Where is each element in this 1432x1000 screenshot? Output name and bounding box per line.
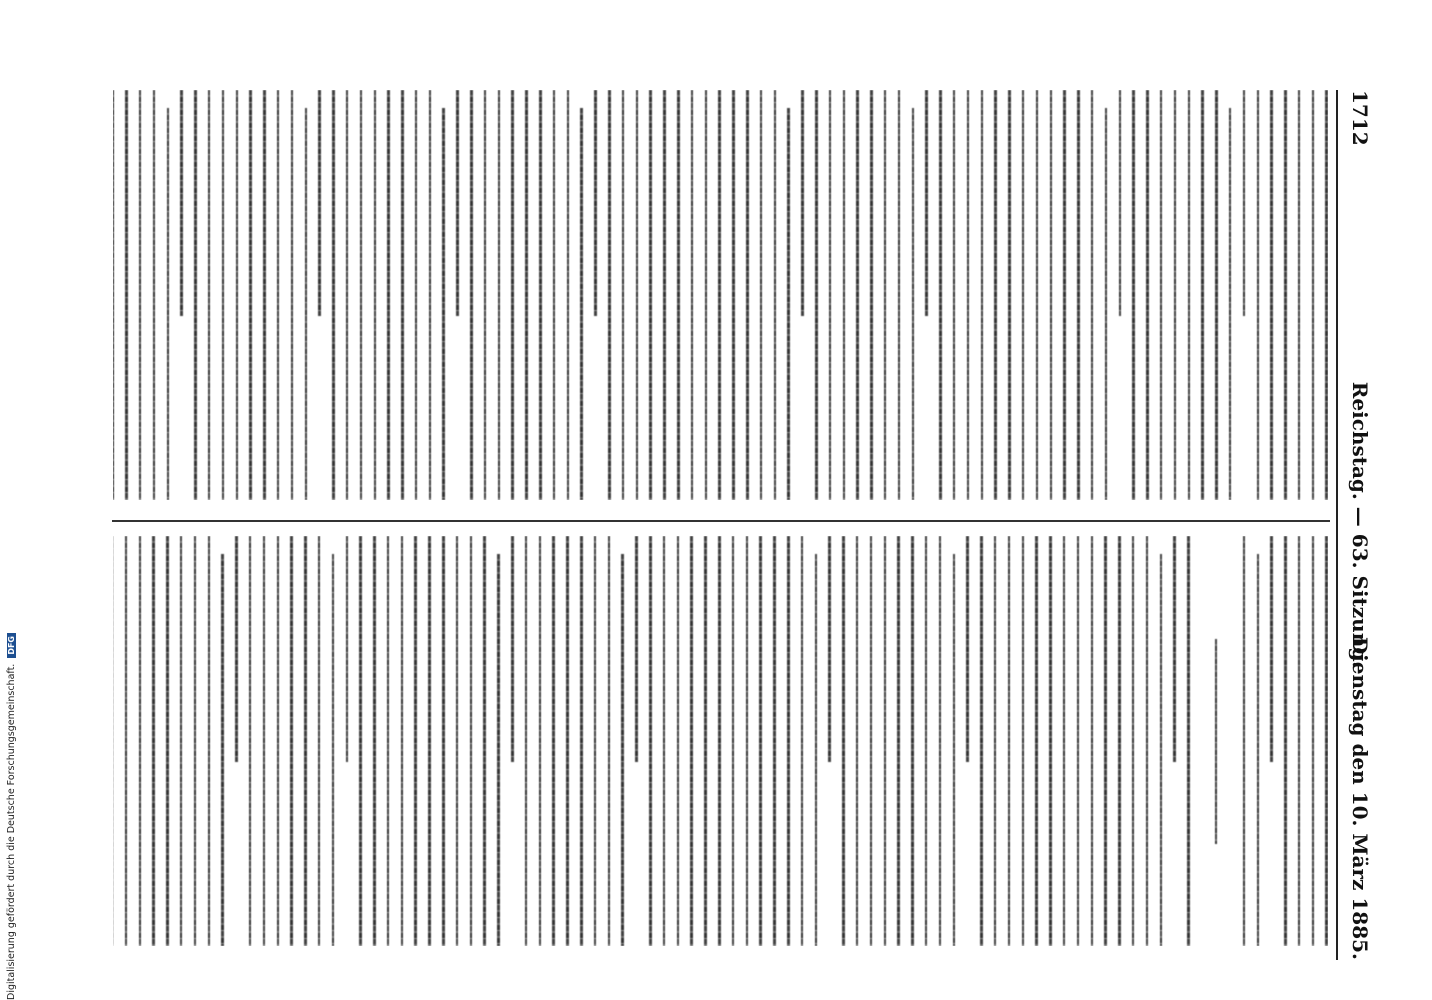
text-line bbox=[966, 536, 969, 762]
text-line bbox=[498, 90, 501, 500]
text-line bbox=[194, 536, 197, 946]
text-line bbox=[208, 536, 211, 946]
text-line bbox=[1270, 90, 1273, 500]
text-line bbox=[249, 90, 252, 500]
text-line bbox=[235, 536, 238, 762]
text-line bbox=[1104, 536, 1107, 946]
text-line bbox=[1146, 90, 1149, 500]
text-line bbox=[1160, 90, 1163, 500]
text-line bbox=[483, 536, 486, 946]
text-line bbox=[787, 536, 790, 946]
text-line bbox=[180, 90, 183, 316]
text-line bbox=[1077, 536, 1080, 946]
text-line bbox=[994, 536, 997, 946]
text-line bbox=[856, 536, 859, 946]
text-line bbox=[1270, 536, 1273, 762]
text-line bbox=[415, 536, 418, 946]
text-line bbox=[677, 536, 680, 946]
text-line bbox=[525, 536, 528, 946]
text-line bbox=[649, 90, 652, 500]
text-line bbox=[1257, 554, 1260, 946]
text-line bbox=[346, 90, 349, 500]
text-line bbox=[953, 90, 956, 500]
text-line bbox=[401, 536, 404, 946]
text-line bbox=[1298, 536, 1301, 946]
text-line bbox=[911, 536, 914, 946]
text-line bbox=[594, 90, 597, 316]
text-line bbox=[552, 536, 555, 946]
text-line bbox=[139, 90, 142, 500]
text-line bbox=[580, 536, 583, 946]
text-line bbox=[180, 536, 183, 946]
text-line bbox=[139, 536, 142, 946]
text-line bbox=[566, 536, 569, 946]
text-line bbox=[428, 536, 431, 946]
text-line bbox=[387, 536, 390, 946]
text-line bbox=[1119, 90, 1122, 316]
text-line bbox=[925, 90, 928, 316]
text-line bbox=[842, 536, 845, 946]
text-line bbox=[635, 536, 638, 762]
paragraph-gap bbox=[1217, 536, 1231, 946]
text-line bbox=[125, 90, 128, 500]
text-line bbox=[511, 536, 514, 762]
text-line bbox=[759, 536, 762, 946]
text-line bbox=[704, 536, 707, 946]
text-line bbox=[1035, 536, 1038, 946]
text-line bbox=[1022, 90, 1025, 500]
text-line bbox=[732, 90, 735, 500]
text-line bbox=[718, 90, 721, 500]
rotated-document bbox=[106, 90, 1378, 960]
text-line bbox=[497, 554, 500, 946]
text-line bbox=[263, 90, 266, 500]
text-line bbox=[332, 554, 335, 946]
text-line bbox=[152, 536, 155, 946]
text-line bbox=[1174, 90, 1177, 500]
text-line bbox=[1008, 536, 1011, 946]
text-line bbox=[663, 536, 666, 946]
text-line bbox=[567, 90, 570, 500]
text-line bbox=[1008, 90, 1011, 500]
text-line bbox=[870, 536, 873, 946]
text-line bbox=[898, 90, 901, 500]
text-line bbox=[1257, 90, 1260, 500]
text-line bbox=[1188, 90, 1191, 500]
text-line bbox=[166, 536, 169, 946]
right-column bbox=[113, 536, 1328, 946]
text-line bbox=[1229, 108, 1232, 500]
text-line bbox=[1326, 90, 1329, 500]
text-line bbox=[511, 90, 514, 500]
text-line bbox=[1284, 90, 1287, 500]
text-line bbox=[1326, 536, 1329, 946]
text-line bbox=[277, 536, 280, 946]
text-line bbox=[773, 536, 776, 946]
session-title: Reichstag. — 63. Sitzung. bbox=[1348, 381, 1372, 669]
text-line bbox=[401, 90, 404, 500]
text-line bbox=[801, 90, 804, 316]
text-line bbox=[815, 90, 818, 500]
text-line bbox=[113, 90, 114, 500]
text-line bbox=[346, 536, 349, 762]
text-line bbox=[1298, 90, 1301, 500]
text-line bbox=[539, 90, 542, 500]
text-line bbox=[1132, 90, 1135, 500]
text-line bbox=[1146, 536, 1149, 946]
text-line bbox=[470, 90, 473, 500]
left-column bbox=[113, 90, 1328, 500]
text-line bbox=[843, 90, 846, 500]
text-line bbox=[608, 536, 611, 946]
text-line bbox=[415, 90, 418, 500]
column-divider bbox=[112, 520, 1330, 522]
text-line bbox=[1201, 90, 1204, 500]
text-line bbox=[912, 108, 915, 500]
text-line bbox=[884, 90, 887, 500]
text-line bbox=[125, 536, 128, 946]
text-line bbox=[1312, 536, 1315, 946]
text-line bbox=[1091, 90, 1094, 500]
text-line bbox=[718, 536, 721, 946]
text-line bbox=[580, 108, 583, 500]
text-line bbox=[594, 536, 597, 946]
text-line bbox=[787, 108, 790, 500]
running-header bbox=[1338, 90, 1378, 960]
text-line bbox=[332, 90, 335, 500]
text-line bbox=[1160, 554, 1163, 946]
text-line bbox=[980, 536, 983, 946]
text-line bbox=[829, 90, 832, 500]
text-line bbox=[1284, 536, 1287, 946]
text-line bbox=[897, 536, 900, 946]
text-line bbox=[1215, 90, 1218, 500]
text-line bbox=[636, 90, 639, 500]
text-line bbox=[359, 536, 362, 946]
text-line bbox=[221, 554, 224, 946]
page-number: 1712 bbox=[1348, 90, 1372, 146]
text-line bbox=[374, 90, 377, 500]
text-line bbox=[1118, 536, 1121, 946]
text-line bbox=[525, 90, 528, 500]
text-line bbox=[691, 90, 694, 500]
text-line bbox=[304, 536, 307, 946]
text-line bbox=[553, 90, 556, 500]
text-line bbox=[746, 90, 749, 500]
text-line bbox=[249, 536, 252, 946]
text-line bbox=[318, 536, 321, 946]
text-line bbox=[373, 536, 376, 946]
text-line bbox=[981, 90, 984, 500]
text-line bbox=[705, 90, 708, 500]
text-line bbox=[1022, 536, 1025, 946]
text-line bbox=[1091, 536, 1094, 946]
text-line bbox=[801, 536, 804, 946]
text-line bbox=[236, 90, 239, 500]
text-line bbox=[1132, 536, 1135, 946]
text-line bbox=[456, 536, 459, 946]
text-line bbox=[856, 90, 859, 500]
text-line bbox=[828, 536, 831, 762]
text-line bbox=[1036, 90, 1039, 500]
text-line bbox=[167, 108, 170, 500]
text-line bbox=[456, 90, 459, 316]
paragraph-gap bbox=[1190, 536, 1204, 946]
dfg-logo: DFG bbox=[7, 633, 16, 658]
text-line bbox=[1063, 90, 1066, 500]
text-line bbox=[291, 90, 294, 500]
text-line bbox=[429, 90, 432, 500]
text-line bbox=[443, 108, 446, 500]
text-line bbox=[815, 554, 818, 946]
text-line bbox=[387, 90, 390, 500]
digitization-attribution bbox=[6, 633, 17, 1000]
text-line bbox=[222, 90, 225, 500]
text-line bbox=[649, 536, 652, 946]
text-line bbox=[732, 536, 735, 946]
header-rule bbox=[1336, 90, 1338, 960]
text-line bbox=[290, 536, 293, 946]
text-line bbox=[153, 90, 156, 500]
session-date: Dienstag den 10. März 1885. bbox=[1348, 636, 1372, 960]
text-line bbox=[263, 536, 266, 946]
text-line bbox=[1105, 108, 1108, 500]
text-line bbox=[208, 90, 211, 500]
text-line bbox=[939, 90, 942, 500]
text-line bbox=[305, 108, 308, 500]
text-line bbox=[484, 90, 487, 500]
text-line bbox=[953, 554, 956, 946]
text-line bbox=[1063, 536, 1066, 946]
text-line bbox=[1050, 90, 1053, 500]
text-line bbox=[994, 90, 997, 500]
text-line bbox=[774, 90, 777, 500]
text-line bbox=[608, 90, 611, 500]
text-line bbox=[622, 90, 625, 500]
text-line bbox=[1243, 536, 1246, 946]
text-line bbox=[1049, 536, 1052, 946]
text-line bbox=[690, 536, 693, 946]
text-line bbox=[1215, 639, 1218, 844]
text-line bbox=[884, 536, 887, 946]
text-line bbox=[360, 90, 363, 500]
text-line bbox=[967, 90, 970, 500]
text-line bbox=[277, 90, 280, 500]
text-line bbox=[1173, 536, 1176, 762]
text-line bbox=[318, 90, 321, 316]
text-line bbox=[442, 536, 445, 946]
text-line bbox=[194, 90, 197, 500]
attribution-text: Digitalisierung gefördert durch die Deutsche Forschungsgemeinschaft. bbox=[6, 663, 17, 1000]
text-line bbox=[539, 536, 542, 946]
text-line bbox=[1187, 536, 1190, 946]
text-line bbox=[470, 536, 473, 946]
text-line bbox=[746, 536, 749, 946]
text-line bbox=[677, 90, 680, 500]
text-line bbox=[1312, 90, 1315, 500]
text-line bbox=[925, 536, 928, 946]
text-line bbox=[760, 90, 763, 500]
text-line bbox=[663, 90, 666, 500]
text-line bbox=[1243, 90, 1246, 316]
text-line bbox=[939, 536, 942, 946]
text-line bbox=[1077, 90, 1080, 500]
text-line bbox=[870, 90, 873, 500]
text-line bbox=[621, 554, 624, 946]
